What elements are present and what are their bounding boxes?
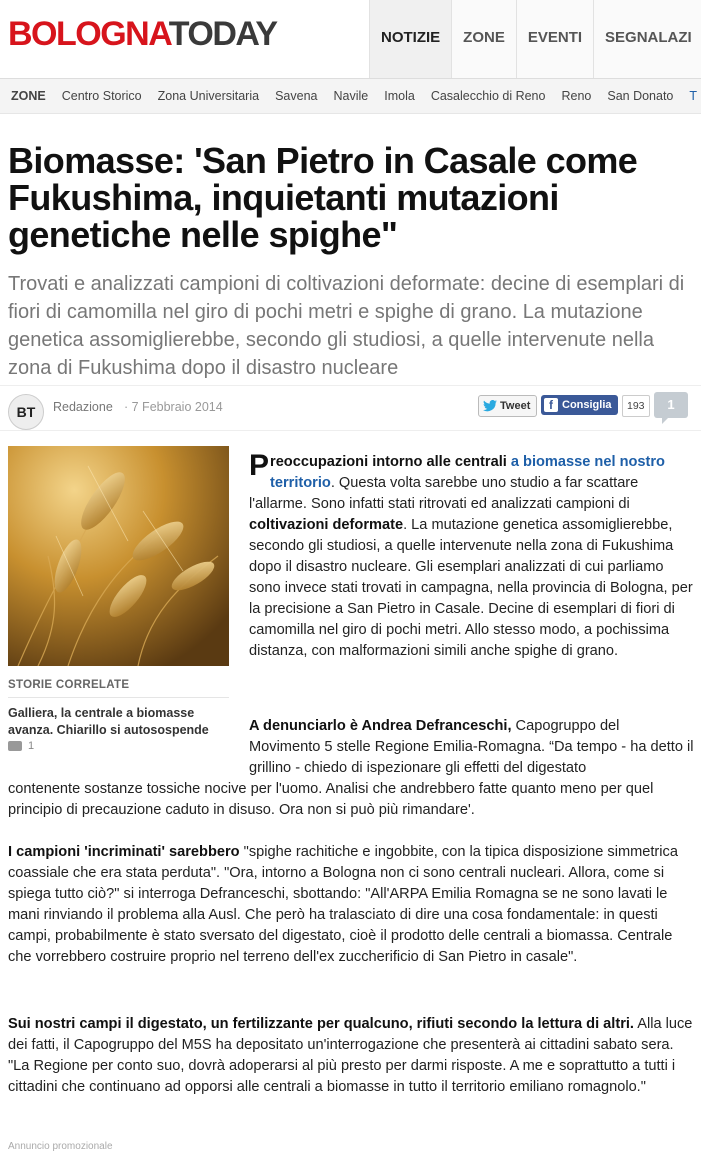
publish-date: · 7 Febbraio 2014 — [124, 400, 223, 414]
zone-link[interactable]: Casalecchio di Reno — [430, 89, 546, 103]
tweet-label: Tweet — [500, 400, 531, 412]
facebook-icon: f — [544, 398, 558, 412]
twitter-bird-icon — [483, 400, 497, 412]
nav-notizie[interactable]: NOTIZIE — [369, 0, 451, 78]
nav-zone[interactable]: ZONE — [451, 0, 516, 78]
tweet-button[interactable] — [478, 395, 537, 417]
author-avatar: BT — [8, 394, 44, 430]
article-paragraph-3: I campioni 'incriminati' sarebbero "spighe rachitiche e ingobbite, con la tipica disposizione simmetrica coassiale che era stata perduta". "Ora, intorno a Bologna non ci sono centrali nucleari. Allora, come si spiega tutto ciò?" si interroga Defranceschi, sbottando: "All'ARPA Emilia Romagna se ne sono lavati le mani rinviando il problema alla Ausl. Che però ha tralasciato di dire una cosa fondamentale: in questi campi, probabilmente è stato sversato del digestato, cioè il prodotto delle centrali a biomassa. Centrale che vorrebbero costruire proprio nel terreno dell'ex zuccherificio di San Pietro in casale". — [8, 844, 678, 965]
article-paragraph-2b: contenente sostanze tossiche nocive per l'uomo. Analisi che andrebbero fatte quanto meno per quel principio di precauzione caduto in disuso. Ora non si può più rimandare'. — [8, 781, 654, 818]
wheat-image — [8, 446, 229, 666]
related-comments[interactable] — [8, 740, 34, 752]
zone-link[interactable]: Imola — [384, 89, 415, 103]
related-comment-count: 1 — [28, 740, 35, 752]
article-meta — [0, 385, 701, 431]
article-paragraph-2a: A denunciarlo è Andrea Defranceschi, Capogruppo del Movimento 5 stelle Regione Emilia-Romagna. “Da tempo - ha detto il grillino - chiedo di ispezionare gli effetti del digestato — [249, 718, 694, 776]
site-header — [0, 0, 701, 79]
zone-label: ZONE — [11, 89, 46, 103]
zone-link[interactable]: Reno — [561, 89, 592, 103]
zone-link[interactable]: T — [689, 89, 698, 103]
zone-link[interactable]: Navile — [333, 89, 369, 103]
zone-link[interactable]: San Donato — [607, 89, 674, 103]
zone-link[interactable]: Zona Universitaria — [157, 89, 260, 103]
related-stories-heading: STORIE CORRELATE — [8, 679, 130, 691]
nav-segnalazioni[interactable]: SEGNALAZI — [593, 0, 701, 78]
divider — [8, 697, 229, 698]
zone-link[interactable]: Centro Storico — [61, 89, 142, 103]
promo-label: Annuncio promozionale — [8, 1141, 113, 1152]
article-paragraph-4: Sui nostri campi il digestato, un fertilizzante per qualcuno, rifiuti secondo la lettura di altri. Alla luce dei fatti, il Capogruppo del M5S ha depositato un'interrogazione che presenterà ai cittadini sabato sera. "La Regione per conto suo, dovrà adoperarsi al più presto per darmi risposte. A me e soprattutto a tutti i cittadini che continuano ad opporsi alle centrali a biomasse in tutto il territorio emiliano romagnolo." — [8, 1016, 693, 1095]
author-name[interactable]: Redazione — [53, 400, 113, 414]
article-paragraph-1: Preoccupazioni intorno alle centrali a biomasse nel nostro territorio. Questa volta sarebbe uno studio a far scattare l'allarme. Sono infatti stati ritrovati ed analizzati campioni di coltivazioni deformate. La mutazione genetica assomiglierebbe, secondo gli studiosi, a quelle intervenute nella zona di Fukushima dopo il disastro nucleare. Gli esemplari analizzati di cui parliamo sono invece stati trovati in campagna, nella provincia di Bologna, per la precisione a San Pietro in Casale. Decine di esemplari di fiori di camomilla nel giro di pochi metri. Allo stesso modo, a pochissima distanza, con malformazioni simili anche spighe di grano. — [249, 449, 693, 659]
facebook-count: 193 — [622, 395, 650, 417]
facebook-label: Consiglia — [562, 399, 612, 411]
comment-count-bubble[interactable]: 1 — [654, 392, 688, 418]
main-nav — [369, 0, 701, 78]
facebook-like-button[interactable] — [541, 395, 618, 415]
zone-bar — [0, 79, 701, 114]
article-subtitle: Trovati e analizzati campioni di coltivazioni deformate: decine di esemplari di fiori di camomilla nel giro di pochi metri e spighe di grano. La mutazione genetica assomiglierebbe, secondo gli studiosi, a quelle intervenute nella zona di Fukushima dopo il disastro nucleare — [8, 273, 685, 379]
related-story-link[interactable]: Galliera, la centrale a biomasse avanza. Chiarillo si autosospende — [8, 706, 209, 737]
article-title: Biomasse: 'San Pietro in Casale come Fukushima, inquietanti mutazioni genetiche nelle spighe" — [8, 140, 638, 255]
zone-link[interactable]: Savena — [275, 89, 318, 103]
comment-icon — [8, 741, 22, 751]
dropcap: P — [249, 449, 270, 482]
article-photo-wheat[interactable] — [8, 446, 229, 666]
site-logo[interactable]: BOLOGNATODAY — [8, 15, 277, 53]
biomasse-link[interactable]: a biomasse nel nostro territorio — [270, 454, 665, 491]
nav-eventi[interactable]: EVENTI — [516, 0, 593, 78]
